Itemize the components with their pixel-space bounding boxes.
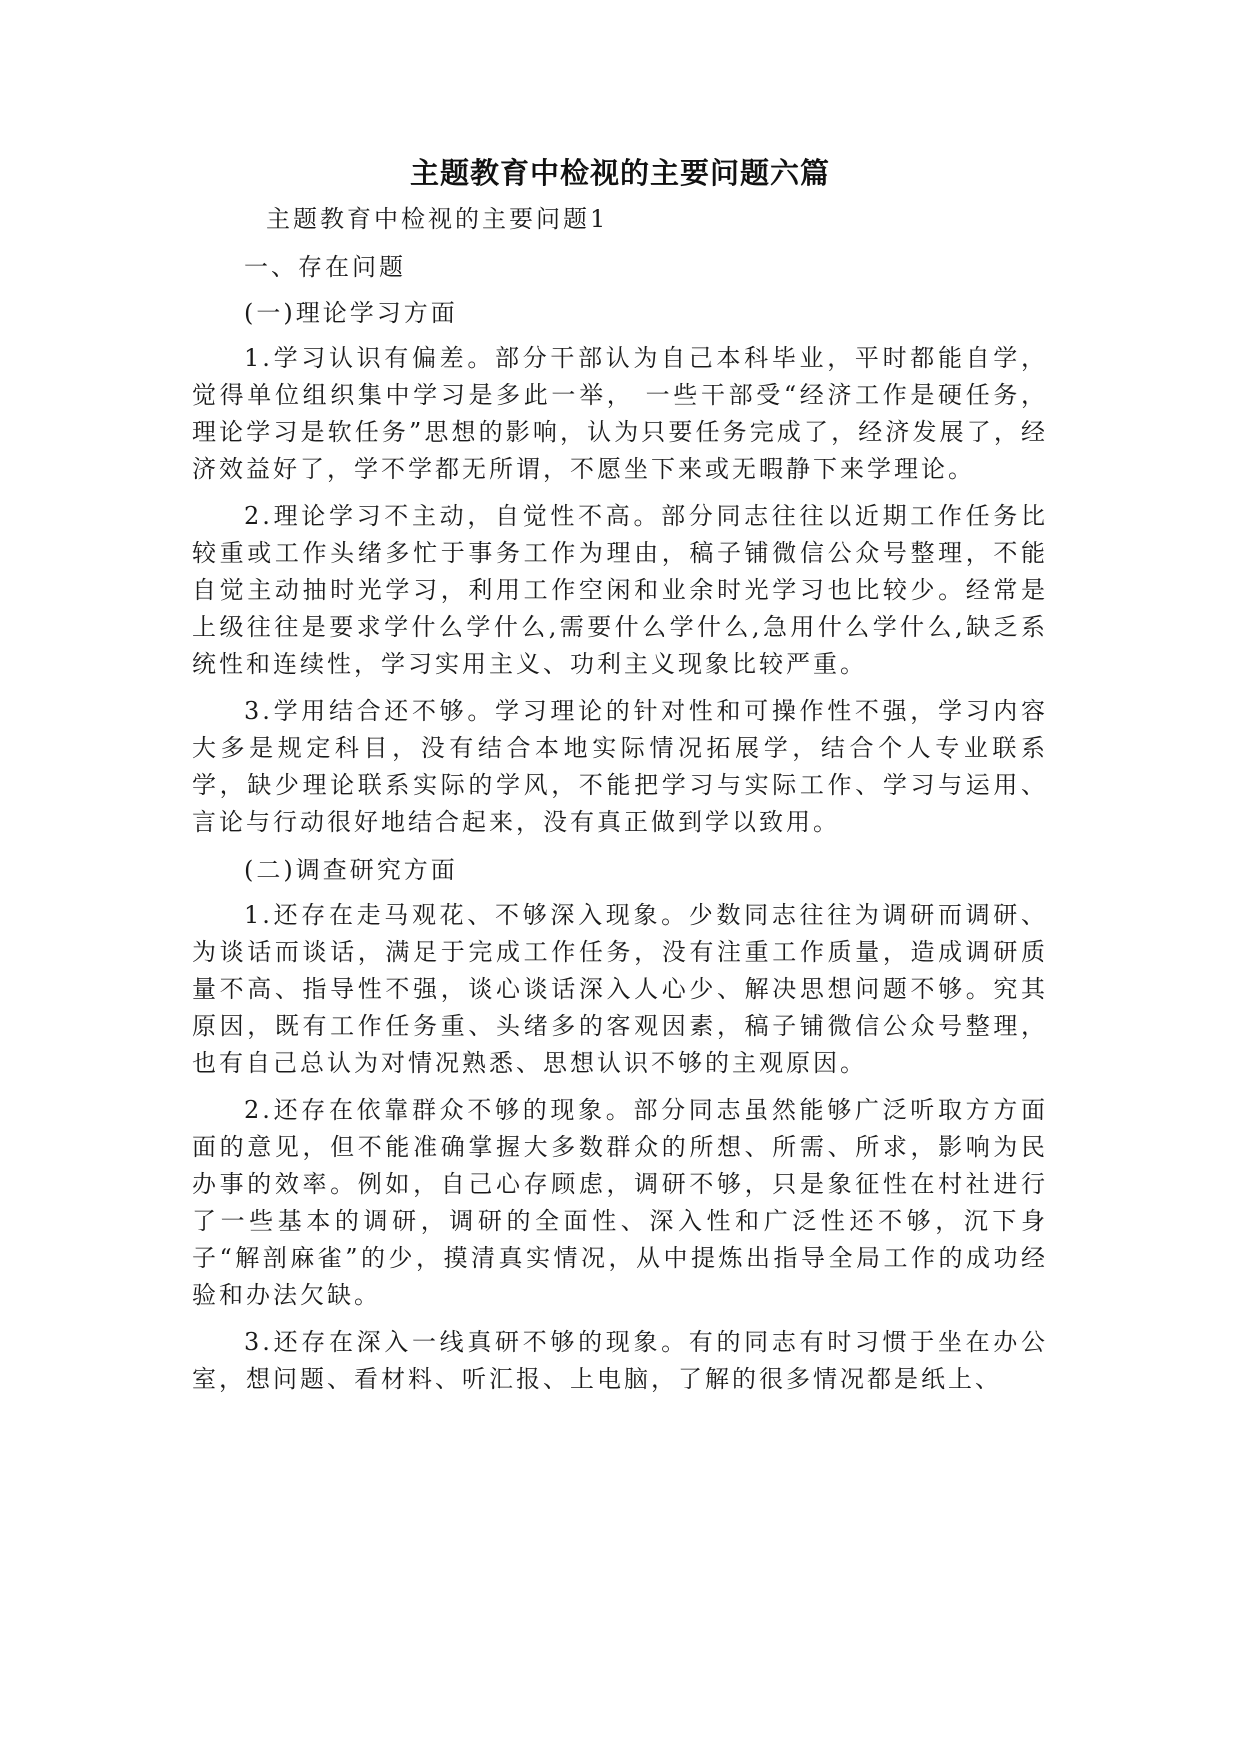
paragraph-research-2: 2.还存在依靠群众不够的现象。部分同志虽然能够广泛听取方方面面的意见，但不能准确掌握大多数群众的所想、所需、所求，影响为民办事的效率。例如，自己心存顾虑，调研不够，只是象征性在村社进行了一些基本的调研，调研的全面性、深入性和广泛性还不够，沉下身子“解剖麻雀”的少，摸清真实情况，从中提炼出指导全局工作的成功经验和办法欠缺。 [192,1096,1048,1309]
paragraph-research-3: 3.还存在深入一线真研不够的现象。有的同志有时习惯于坐在办公室，想问题、看材料、听汇报、上电脑，了解的很多情况都是纸上、 [192,1328,1048,1393]
subsection-heading-research: (二)调查研究方面 [244,856,458,884]
document-title: 主题教育中检视的主要问题六篇 [409,156,830,190]
paragraph-theory-2: 2.理论学习不主动，自觉性不高。部分同志往往以近期工作任务比较重或工作头绪多忙于事务工作为理由，稿子铺微信公众号整理，不能自觉主动抽时光学习，利用工作空闲和业余时光学习也比较少。经常是上级往往是要求学什么学什么,需要什么学什么,急用什么学什么,缺乏系统性和连续性，学习实用主义、功利主义现象比较严重。 [192,502,1048,678]
paragraph-research-1: 1.还存在走马观花、不够深入现象。少数同志往往为调研而调研、为谈话而谈话，满足于完成工作任务，没有注重工作质量，造成调研质量不高、指导性不强，谈心谈话深入人心少、解决思想问题不够。究其原因，既有工作任务重、头绪多的客观因素，稿子铺微信公众号整理，也有自己总认为对情况熟悉、思想认识不够的主观原因。 [192,901,1048,1077]
document-subtitle: 主题教育中检视的主要问题1 [266,205,609,233]
subsection-heading-theory-study: (一)理论学习方面 [244,299,458,327]
section-heading-problems: 一、存在问题 [244,253,406,281]
document-page [192,150,1048,1408]
paragraph-theory-3: 3.学用结合还不够。学习理论的针对性和可操作性不强，学习内容大多是规定科目，没有结合本地实际情况拓展学，结合个人专业联系学，缺少理论联系实际的学风，不能把学习与实际工作、学习与运用、言论与行动很好地结合起来，没有真正做到学以致用。 [192,697,1048,836]
paragraph-theory-1: 1.学习认识有偏差。部分干部认为自己本科毕业，平时都能自学，觉得单位组织集中学习是多此一举， 一些干部受“经济工作是硬任务，理论学习是软任务”思想的影响，认为只要任务完成了，经济发展了，经济效益好了，学不学都无所谓，不愿坐下来或无暇静下来学理论。 [192,344,1048,483]
